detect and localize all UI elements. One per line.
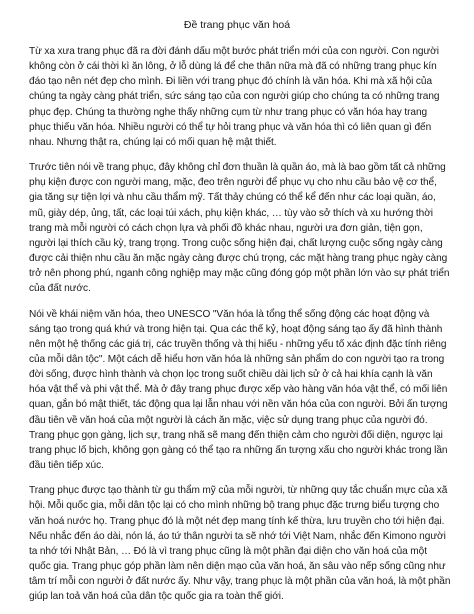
paragraph-culture: Nói về khái niệm văn hóa, theo UNESCO "Văn hóa là tổng thể sống động các hoạt động và sáng tạo trong quá khứ và trong hiện tại. Qua các thế kỷ, hoạt động sáng tạo ấy đã hình thành nên một hệ thống các giá trị, các truyền thống và thị hiếu - những yếu tố xác định đặc tính riêng của mỗi dân tộc". Một cách dễ hiểu hơn văn hóa là những sản phẩm do con người tạo ra trong đời sống, được hình thành và chọn lọc trong suốt chiều dài lịch sử ở cả hai khía cạnh là văn hóa vật thể và phi vật thể. Mà ở đây trang phục được xếp vào hàng văn hóa vật thể, có mối liên quan, gắn bó mật thiết, tác động qua lại lẫn nhau với nền văn hóa của con người. Bởi ấn tượng đầu tiên về văn hoá của một người là cách ăn mặc, việc sử dụng trang phục của người đó. Trang phục gọn gàng, lịch sự, trang nhã sẽ mang đến thiện cảm cho người đối diện, ngược lại trang phục lố bịch, không gọn gàng có thể tạo ra những ấn tượng xấu cho người khác trong lần đầu tiên tiếp xúc. xyxy=(29,308,448,472)
paragraph-clothing: Trước tiên nói về trang phục, đây không chỉ đơn thuần là quần áo, mà là bao gồm tất cả những phụ kiện được con người mang, mặc, đeo trên người để phục vụ cho nhu cầu bảo vệ cơ thể, gia tăng sự tiện lợi và nhu cầu thẩm mỹ. Tất thảy chúng có thể kể đến như các loại quần, áo, mũ, giày dép, ủng, tất, các loại túi xách, phụ kiện khác, … tùy vào sở thích và xu hướng thời trang mà mỗi người có cách chọn lựa và phối đồ khác nhau, người ưa đơn giản, tiện gọn, người lại thích cầu kỳ, trang trọng. Trong cuộc sống hiện đại, chất lượng cuộc sống ngày càng được cải thiện nhu cầu ăn mặc ngày càng được chú trọng, các mặt hàng trang phục ngày càng trở nên phong phú, nganh công nghiệp may mặc cũng đóng góp một phần lớn vào sự phát triển của đất nước. xyxy=(29,162,450,295)
paragraph-intro: Từ xa xưa trang phục đã ra đời đánh dấu một bước phát triển mới của con người. Con người không còn ở cái thời kì ăn lông, ở lỗ dùng lá để che thân nữa mà đã có những trang phục kín đáo tạo nên nét đẹp cho mình. Đi liền với trang phục đó chính là văn hóa. Khi mà xã hội của chúng ta ngày càng phát triển, sức sáng tạo của con người giúp cho chúng ta có những trang phục đẹp. Chúng ta thường nghe thấy những cụm từ như trang phục có văn hóa hay trang phục thiếu văn hóa. Nhiều người có thể tự hỏi trang phục và văn hóa thì có liên quan gì đến nhau. Nhưng thật ra, chúng lại có mối quan hệ mật thiết. xyxy=(29,46,440,148)
paragraph-conclusion: Trang phục được tạo thành từ gu thẩm mỹ của mỗi người, từ những quy tắc chuẩn mực của xã hội. Mỗi quốc gia, mỗi dân tộc lại có cho mình những bộ trang phục đặc trưng biểu tượng cho văn hoá nước họ. Trang phục đó là một nét đẹp mang tính kế thừa, lưu truyền cho tới hiện đại. Nếu nhắc đến áo dài, nón lá, áo tứ thân người ta sẽ nhớ tới Việt Nam, nhắc đến Kimono người ta nhớ tới Nhật Bản, … Đó là vì trang phục cũng là một phần đại diện cho văn hoá của một quốc gia. Trang phục góp phần làm nên diện mạo của văn hoá, ăn sâu vào nếp sống cũng như tâm trí mỗi con người ở đất nước ấy. Như vậy, trang phục là một phần của văn hoá, là một phần giúp lan toả văn hoá của dân tộc quốc gia ra toàn thế giới. xyxy=(29,485,451,603)
document-title: Đề trang phục văn hoá xyxy=(183,19,291,31)
document-body xyxy=(29,44,451,614)
